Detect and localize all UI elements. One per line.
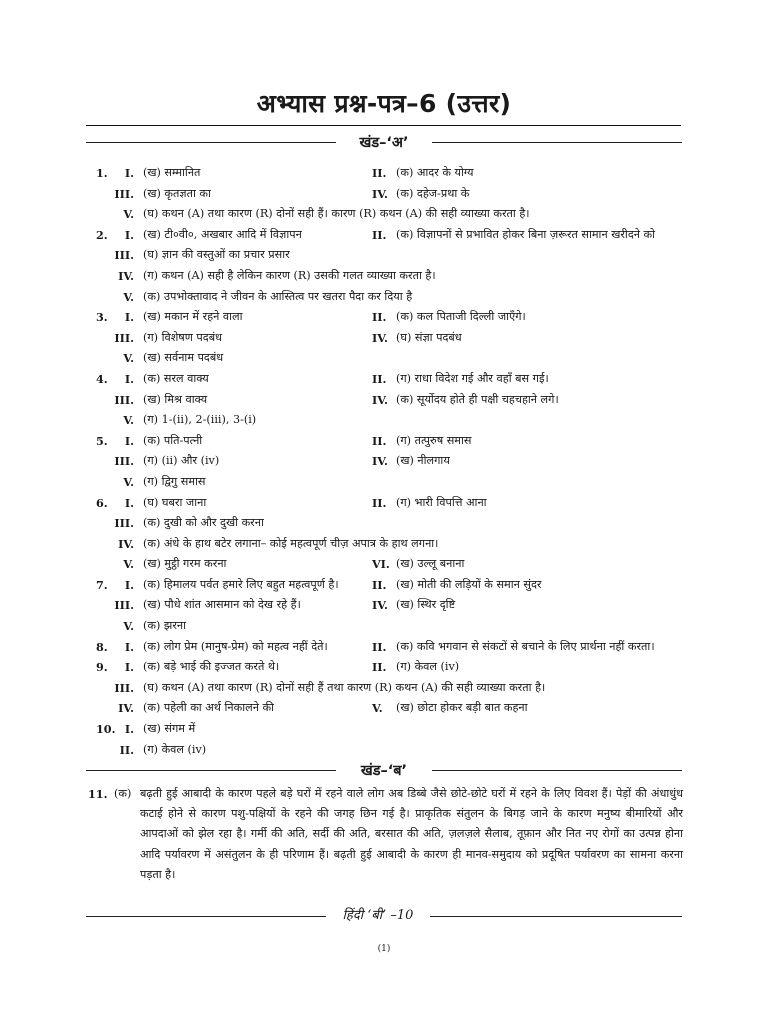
answer-row <box>0 678 768 699</box>
part-number: I. <box>124 371 134 386</box>
page-number: (1) <box>377 944 391 954</box>
answer-text: (ख) मकान में रहने वाला <box>143 310 243 324</box>
answer-row <box>0 245 768 266</box>
part-number: III. <box>114 392 134 407</box>
part-number: V. <box>123 619 134 634</box>
answer-row <box>0 225 768 246</box>
answer-row <box>0 616 768 637</box>
part-number: IV. <box>118 268 134 283</box>
answer-row <box>0 575 768 596</box>
question-number: 10. <box>96 722 116 737</box>
answer-text: (घ) ज्ञान की वस्तुओं का प्रचार प्रसार <box>143 248 290 262</box>
answer-text: (घ) संज्ञा पदबंध <box>396 330 462 344</box>
part-number: III. <box>114 330 134 345</box>
part-number: IV. <box>372 186 388 201</box>
answer-text: (क) हिमालय पर्वत हमारे लिए बहुत महत्वपूर्ण है। <box>143 577 339 591</box>
part-number: II. <box>372 310 387 325</box>
answer-text: (क) आदर के योग्य <box>396 166 474 179</box>
answer-row <box>0 740 768 761</box>
question-number: 1. <box>96 166 108 180</box>
answer-text: (ख) मिश्र वाक्य <box>143 392 208 406</box>
page-title: अभ्यास प्रश्न-पत्र–6 (उत्तर) <box>256 89 512 118</box>
answer-row <box>0 534 768 555</box>
question-number: 8. <box>96 639 108 654</box>
answer-row <box>0 451 768 472</box>
answer-row <box>0 266 768 287</box>
part-number: III. <box>114 186 134 201</box>
footer-label: हिंदी ‘बी’ –10 <box>342 908 414 923</box>
answer-text: (क) उपभोक्तावाद ने जीवन के आस्तित्व पर खतरा पैदा कर दिया है <box>143 289 413 303</box>
answer-text: (क) पति-पत्नी <box>143 433 203 447</box>
part-number: II. <box>372 433 387 448</box>
answer-row <box>0 369 768 390</box>
answer-option: (क) <box>114 787 132 800</box>
part-number: IV. <box>372 454 388 469</box>
answer-row <box>0 493 768 514</box>
part-number: I. <box>124 310 134 325</box>
part-number: IV. <box>372 330 388 345</box>
part-number: I. <box>124 433 134 448</box>
answer-row <box>0 472 768 493</box>
answer-text: (क) कवि भगवान से संकटों से बचाने के लिए प्रार्थना नहीं करता। <box>396 639 655 653</box>
answer-row <box>0 348 768 369</box>
question-number: 6. <box>96 495 108 510</box>
section-b-heading: खंड–‘ब’ <box>360 763 408 779</box>
part-number: V. <box>123 351 134 366</box>
part-number: III. <box>114 680 134 695</box>
answer-list <box>0 163 768 760</box>
answer-text: (क) विज्ञापनों से प्रभावित होकर बिना ज़रूरत सामान खरीदने को <box>396 227 656 241</box>
part-number: I. <box>124 166 134 180</box>
answer-text: (ख) स्थिर दृष्टि <box>396 598 456 612</box>
part-number: V. <box>123 557 134 572</box>
answer-paragraph: बढ़ती हुई आबादी के कारण पहले बड़े घरों में रहने वाले लोग अब डिब्बे जैसे छोटे-छोटे घरों में रहने के लिए विवश हैं। पेड़ों की अंधाधुंध कटाई होने से कारण पशु-पक्षियों के रहने की जगह छिन गई है। प्राकृतिक संतुलन के बिगड़ जाने के कारण मनुष्य बीमारियों और आपदाओं को झेल रहा है। गर्मी की अति, सर्दी की अति, बरसात की अति, ज़लज़ले सैलाब, तूफ़ान और नित नए रोगों का उत्पन्न होना आदि पर्यावरण में असंतुलन के ही परिणाम हैं। बढ़ती हुई आबादी के कारण ही मानव-समुदाय को प्रदूषित पर्यावरण का सामना करना पड़ता है। <box>140 787 683 881</box>
answer-text: (घ) कथन (A) तथा कारण (R) दोनों सही हैं। कारण (R) कथन (A) की सही व्याख्या करता है। <box>143 207 530 221</box>
part-number: I. <box>124 495 134 510</box>
answer-text: (ग) द्विगु समास <box>143 474 206 488</box>
answer-text: (क) बड़े भाई की इज्जत करते थे। <box>143 660 280 674</box>
footer-right-rule <box>430 916 682 917</box>
answer-text: (घ) कथन (A) तथा कारण (R) दोनों सही हैं तथा कारण (R) कथन (A) की सही व्याख्या करता है। <box>143 680 546 694</box>
answer-text: (ख) छोटा होकर बड़ी बात कहना <box>396 701 528 715</box>
part-number: V. <box>123 207 134 222</box>
part-number: III. <box>114 598 134 613</box>
part-number: II. <box>372 371 387 386</box>
answer-text: (ख) नीलगाय <box>396 454 450 468</box>
answer-text: (ग) केवल (iv) <box>396 660 460 674</box>
part-number: II. <box>372 639 387 654</box>
answer-text: (क) अंधे के हाथ बटेर लगाना– कोई महत्वपूर्ण चीज़ अपात्र के हाथ लगना। <box>143 536 439 550</box>
part-number: V. <box>123 413 134 428</box>
answer-text: (ख) टी०वी०, अखबार आदि में विज्ञापन <box>143 227 302 241</box>
answer-text: (घ) घबरा जाना <box>143 495 207 509</box>
answer-text: (क) लोग प्रेम (मानुष-प्रेम) को महत्व नहीं देते। <box>143 639 328 653</box>
part-number: II. <box>119 742 134 757</box>
answer-text: (ख) पौधे शांत आसमान को देख रहे हैं। <box>143 598 301 612</box>
answer-row <box>0 595 768 616</box>
part-number: III. <box>114 516 134 531</box>
part-number: II. <box>372 577 387 592</box>
question-number: 7. <box>96 577 108 592</box>
section-a-heading: खंड–‘अ’ <box>359 135 409 151</box>
answer-text: (क) दुखी को और दुखी करना <box>143 516 264 530</box>
answer-text: (ग) राधा विदेश गई और वहाँ बस गई। <box>396 371 549 385</box>
question-number: 4. <box>96 371 108 386</box>
part-number: V. <box>123 289 134 304</box>
answer-text: (ख) उल्लू बनाना <box>396 557 465 571</box>
answer-text: (क) पहेली का अर्थ निकालने की <box>143 701 274 715</box>
part-number: IV. <box>118 701 134 716</box>
answer-text: (क) कल पिताजी दिल्ली जाएँगे। <box>396 310 526 324</box>
part-number: II. <box>372 660 387 675</box>
answer-text: (ग) विशेषण पदबंध <box>143 330 222 344</box>
footer-left-rule <box>86 916 326 917</box>
answer-text: (क) झरना <box>143 619 187 633</box>
part-number: II. <box>372 166 387 180</box>
answer-text: (ग) भारी विपत्ति आना <box>396 495 487 509</box>
answer-row <box>0 513 768 534</box>
answer-row <box>0 719 768 740</box>
part-number: I. <box>124 639 134 654</box>
section-b-right-rule <box>432 770 682 771</box>
answer-text: (ग) (ii) और (iv) <box>143 454 220 468</box>
answer-row <box>0 698 768 719</box>
answer-row <box>0 431 768 452</box>
answer-text: (ख) मोती की लड़ियों के समान सुंदर <box>396 577 542 591</box>
answer-row <box>0 184 768 205</box>
answer-row <box>0 287 768 308</box>
answer-text: (ख) संगम में <box>143 722 196 736</box>
part-number: III. <box>114 248 134 263</box>
answer-text: (ग) 1-(ii), 2-(iii), 3-(i) <box>143 413 257 427</box>
question-number: 5. <box>96 433 108 448</box>
answer-row <box>0 637 768 658</box>
answer-row <box>0 554 768 575</box>
part-number: V. <box>123 474 134 489</box>
part-number: II. <box>372 495 387 510</box>
part-number: VI. <box>372 557 390 572</box>
answer-text: (क) दहेज-प्रथा के <box>396 186 470 200</box>
question-number: 9. <box>96 660 108 675</box>
answer-text: (ख) मुट्ठी गरम करना <box>143 557 227 571</box>
answer-text: (क) सरल वाक्य <box>143 371 209 385</box>
question-number: 2. <box>96 227 108 242</box>
question-number: 11. <box>88 787 108 801</box>
part-number: I. <box>124 660 134 675</box>
answer-text: (ख) सम्मानित <box>143 166 201 179</box>
answer-text: (ख) सर्वनाम पदबंध <box>143 351 224 365</box>
answer-11 <box>88 784 683 885</box>
part-number: III. <box>114 454 134 469</box>
answer-row <box>0 163 768 184</box>
answer-row <box>0 307 768 328</box>
part-number: IV. <box>372 598 388 613</box>
part-number: I. <box>124 722 134 737</box>
answer-text: (क) सूर्योदय होते ही पक्षी चहचहाने लगे। <box>396 392 559 406</box>
part-number: V. <box>372 701 383 716</box>
part-number: IV. <box>372 392 388 407</box>
answer-row <box>0 328 768 349</box>
answer-row <box>0 410 768 431</box>
answer-row <box>0 657 768 678</box>
part-number: I. <box>124 577 134 592</box>
answer-row <box>0 204 768 225</box>
answer-text: (ग) केवल (iv) <box>143 742 207 756</box>
title-divider <box>86 125 681 126</box>
part-number: I. <box>124 227 134 242</box>
part-number: II. <box>372 227 387 242</box>
answer-row <box>0 390 768 411</box>
section-a-right-rule <box>432 142 682 143</box>
answer-text: (ग) कथन (A) सही है लेकिन कारण (R) उसकी गलत व्याख्या करता है। <box>143 268 436 282</box>
part-number: IV. <box>118 536 134 551</box>
answer-text: (ग) तत्पुरुष समास <box>396 433 472 447</box>
answer-text: (ख) कृतज्ञता का <box>143 186 211 200</box>
question-number: 3. <box>96 310 108 325</box>
